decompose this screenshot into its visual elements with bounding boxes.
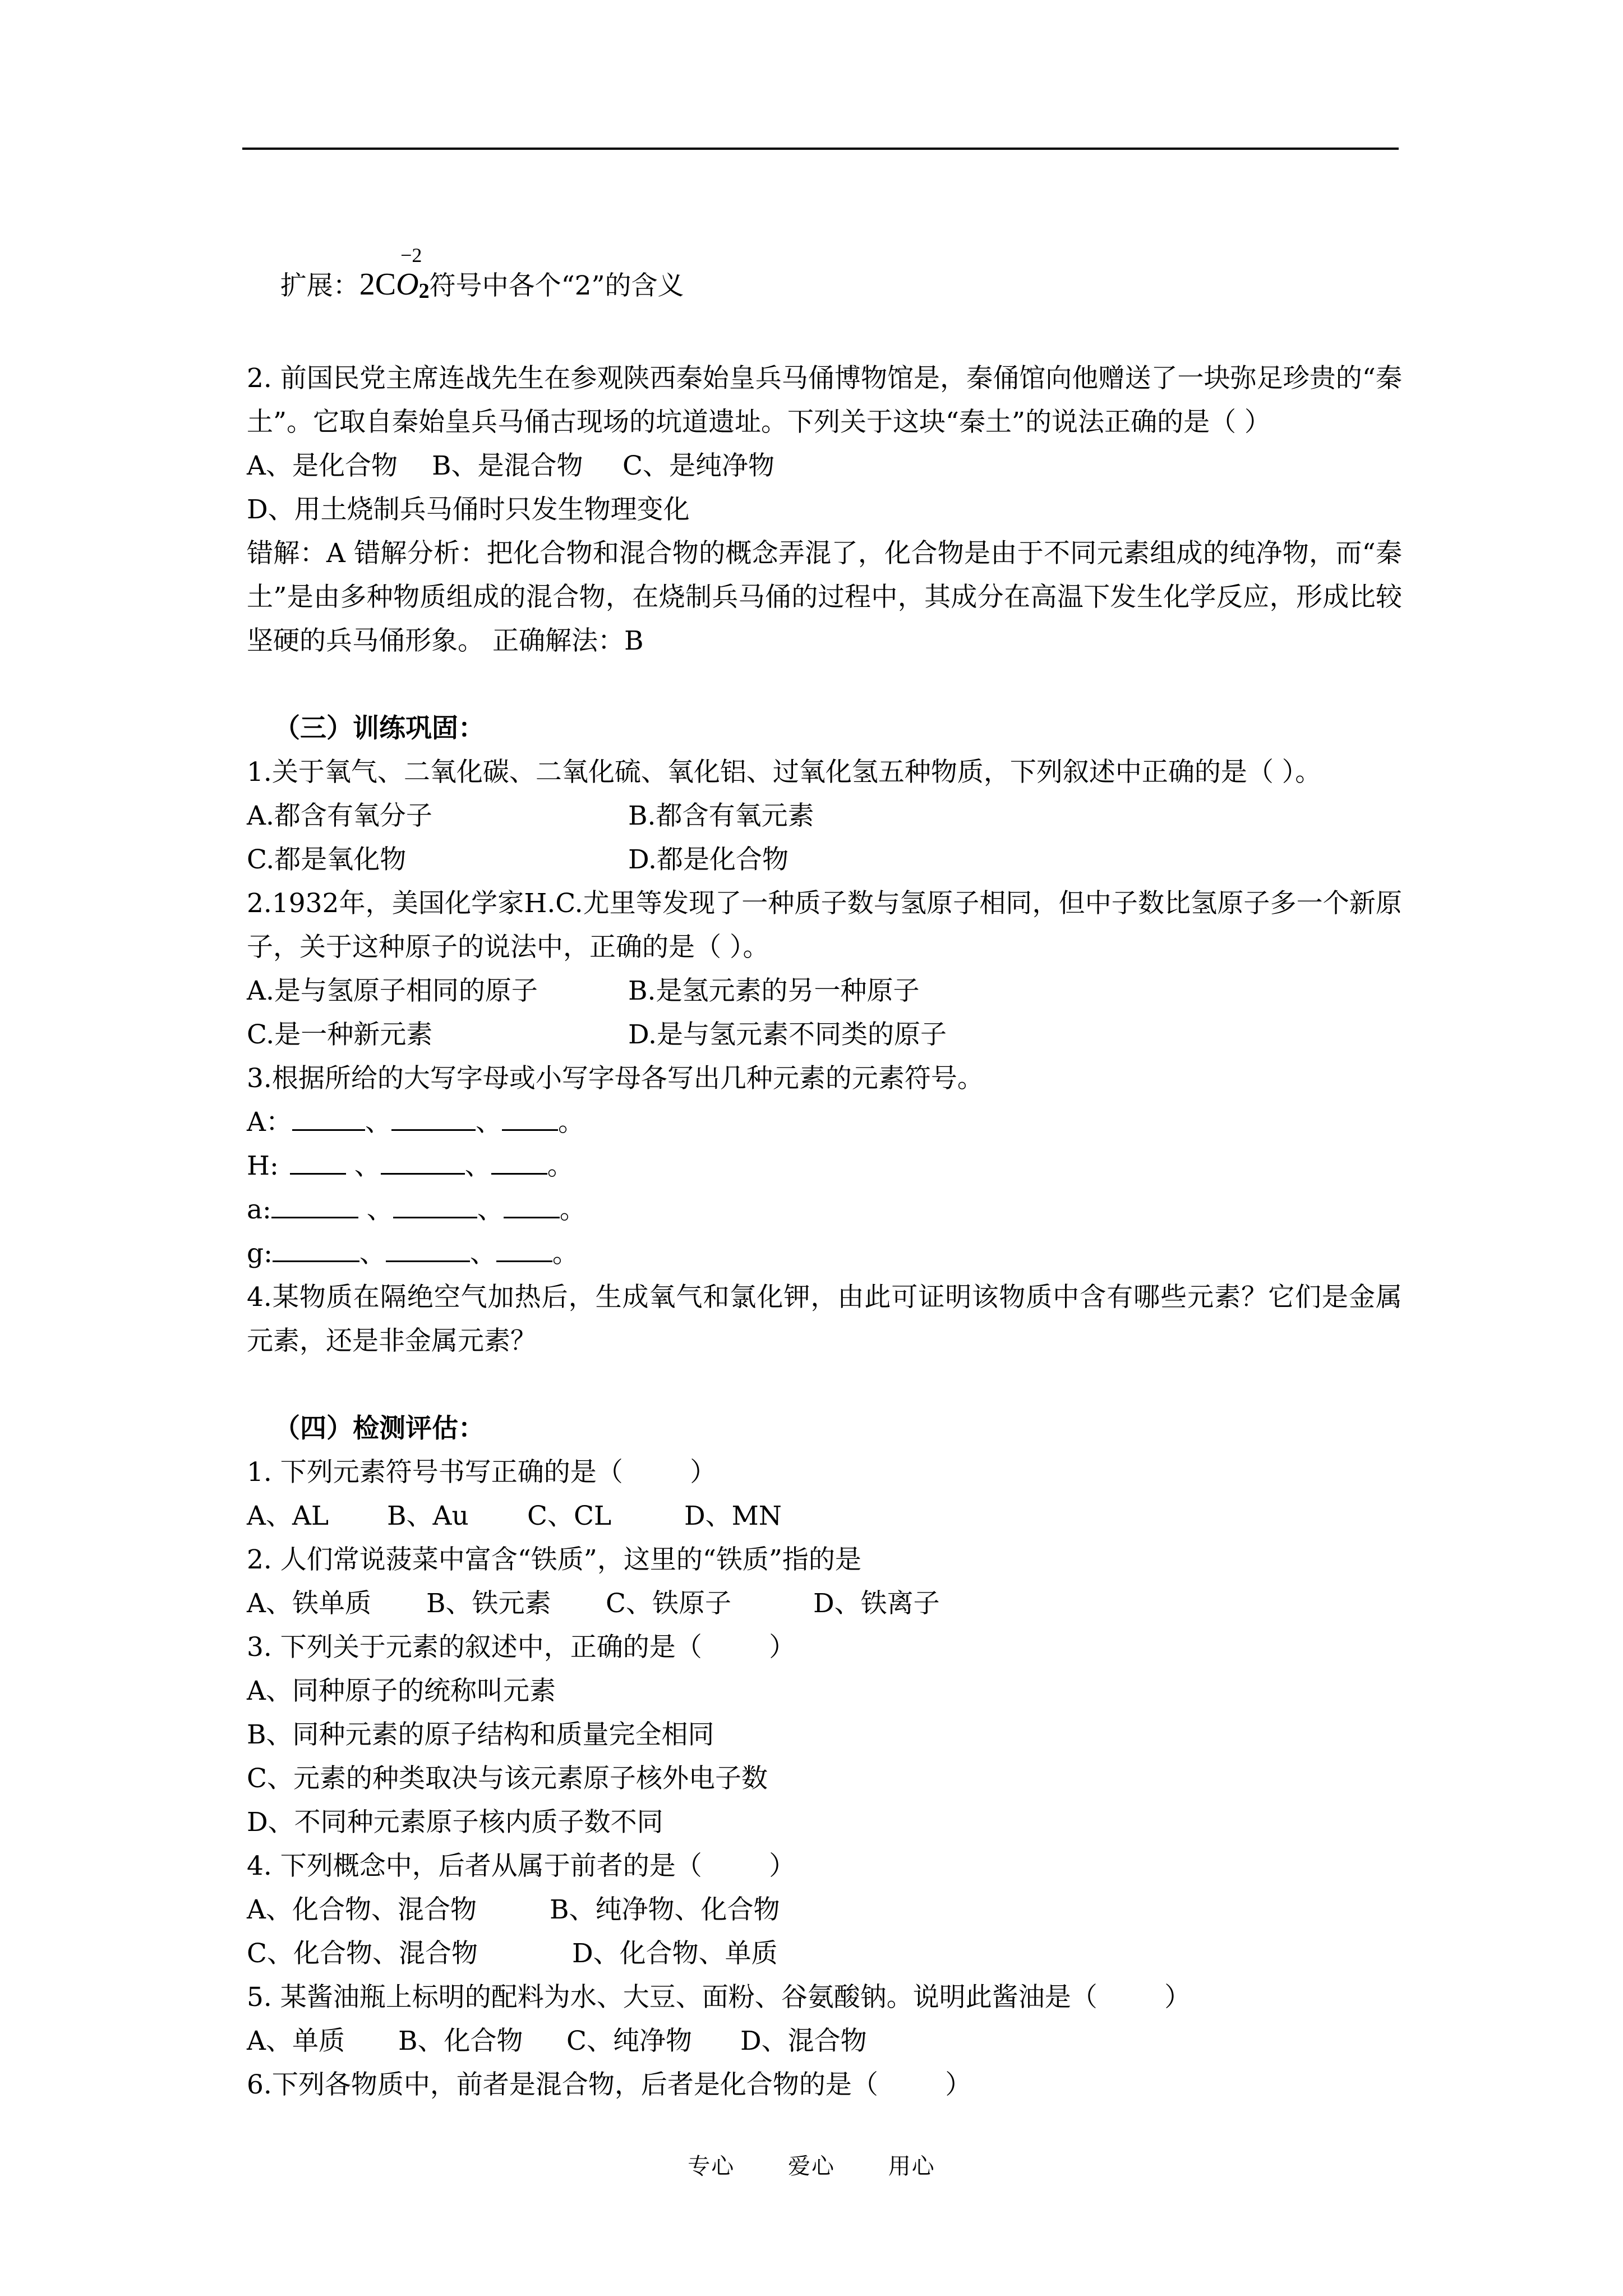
option-d: D、混合物 — [740, 2026, 867, 2056]
period: 。 — [547, 1151, 574, 1181]
s3-q2-options-cd — [247, 1013, 1402, 1057]
fill-row-A — [247, 1101, 1402, 1144]
s3-q2: 2.1932年，美国化学家H.C.尤里等发现了一种质子数与氢原子相同，但中子数比氢原子多一个新原子，关于这种原子的说法中，正确的是（ ）。 — [247, 888, 1402, 963]
section4-title: （四）检测评估： — [274, 1413, 485, 1444]
fill-label: a: — [247, 1194, 271, 1225]
fill-blank[interactable] — [393, 1194, 477, 1218]
example2-option-d: D、用土烧制兵马俑时只发生物理变化 — [247, 494, 690, 525]
formula-charge: −2 — [400, 244, 422, 266]
fill-blank[interactable] — [290, 1151, 346, 1175]
expansion-text: 符号中各个“2”的含义 — [429, 270, 684, 301]
s3-q3: 3.根据所给的大写字母或小写字母各写出几种元素的元素符号。 — [247, 1063, 984, 1094]
option-b: B、化合物 — [398, 2026, 523, 2056]
s4-q3: 3. 下列关于元素的叙述中，正确的是（ ） — [247, 1632, 796, 1663]
separator: 、 — [358, 1194, 393, 1225]
period: 。 — [559, 1194, 586, 1225]
fill-blank[interactable] — [273, 1238, 359, 1262]
document-body — [247, 208, 1402, 2107]
option-a: A、单质 — [247, 2026, 345, 2056]
option-b: B、铁元素 — [426, 1588, 551, 1619]
separator: 、 — [475, 1107, 502, 1138]
option-b: B.都含有氧元素 — [628, 800, 814, 831]
fill-blank[interactable] — [504, 1194, 560, 1218]
s3-q1: 1.关于氧气、二氧化碳、二氧化硫、氧化铝、过氧化氢五种物质，下列叙述中正确的是（ ）。 — [247, 757, 1322, 788]
example2-options-abc — [247, 444, 1402, 488]
s3-q2-options-ab — [247, 969, 1402, 1013]
s4-q3-a: A、同种原子的统称叫元素 — [247, 1676, 556, 1706]
fill-blank[interactable] — [496, 1238, 552, 1262]
s4-q1-options — [247, 1494, 1402, 1538]
separator: 、 — [359, 1238, 386, 1269]
fill-blank[interactable] — [292, 1107, 365, 1131]
option-c: C、铁原子 — [606, 1588, 731, 1619]
s3-q1-options-cd — [247, 838, 1402, 882]
s3-q1-options-ab — [247, 794, 1402, 838]
expansion-line — [247, 219, 1402, 357]
header-rule — [242, 148, 1399, 150]
option-a: A、铁单质 — [247, 1588, 371, 1619]
page-footer — [0, 2148, 1623, 2180]
fill-blank[interactable] — [386, 1238, 470, 1262]
fill-blank[interactable] — [502, 1107, 558, 1131]
footer-text: 爱心 — [788, 2154, 835, 2179]
option-b: B、纯净物、化合物 — [550, 1894, 780, 1925]
option-c: C、是纯净物 — [623, 450, 774, 481]
formula-subscript: 2 — [418, 279, 430, 303]
s4-q5-options — [247, 2019, 1402, 2063]
s3-q4: 4.某物质在隔绝空气加热后，生成氧气和氯化钾，由此可证明该物质中含有哪些元素？它们是金属元素，还是非金属元素？ — [247, 1282, 1402, 1356]
option-c: C、CL — [527, 1501, 612, 1531]
footer-text: 专心 — [688, 2154, 735, 2179]
period: 。 — [557, 1107, 584, 1138]
s4-q4-options-ab — [247, 1888, 1402, 1932]
option-d: D、铁离子 — [813, 1588, 940, 1619]
separator: 、 — [469, 1238, 496, 1269]
option-d: D.是与氢元素不同类的原子 — [628, 1019, 947, 1050]
separator: 、 — [345, 1151, 381, 1181]
option-d: D、MN — [684, 1501, 782, 1531]
option-d: D.都是化合物 — [628, 844, 789, 875]
fill-blank[interactable] — [491, 1151, 547, 1175]
fill-blank[interactable] — [381, 1151, 465, 1175]
formula-coefficient: 2C — [359, 267, 396, 302]
option-b: B.是氢元素的另一种原子 — [628, 976, 920, 1006]
s4-q2: 2. 人们常说菠菜中富含“铁质”，这里的“铁质”指的是 — [247, 1544, 861, 1575]
s4-q3-b: B、同种元素的原子结构和质量完全相同 — [247, 1719, 714, 1750]
example2-analysis: 错解：A 错解分析：把化合物和混合物的概念弄混了，化合物是由于不同元素组成的纯净物，而“秦土”是由多种物质组成的混合物，在烧制兵马俑的过程中，其成分在高温下发生化学反应，形成比较坚硬的兵马俑形象。 正确解法：B — [247, 538, 1402, 656]
fill-row-a — [247, 1188, 1402, 1232]
s4-q4-options-cd — [247, 1932, 1402, 1976]
s4-q1: 1. 下列元素符号书写正确的是（ ） — [247, 1457, 717, 1488]
option-b: B、是混合物 — [432, 450, 583, 481]
option-a: A、AL — [247, 1501, 329, 1531]
option-d: D、化合物、单质 — [572, 1938, 778, 1969]
option-b: B、Au — [387, 1501, 469, 1531]
section3-title: （三）训练巩固： — [274, 713, 485, 744]
fill-label: H: — [247, 1151, 279, 1181]
option-a: A、是化合物 — [247, 450, 398, 481]
option-a: A.是与氢原子相同的原子 — [247, 976, 538, 1006]
fill-row-g — [247, 1232, 1402, 1276]
fill-label: A： — [247, 1107, 292, 1138]
expansion-label: 扩展： — [280, 270, 359, 301]
fill-blank[interactable] — [391, 1107, 476, 1131]
fill-row-H — [247, 1144, 1402, 1188]
s4-q5: 5. 某酱油瓶上标明的配料为水、大豆、面粉、谷氨酸钠。说明此酱油是（ ） — [247, 1982, 1191, 2013]
separator: 、 — [477, 1194, 504, 1225]
separator: 、 — [365, 1107, 391, 1138]
option-a: A、化合物、混合物 — [247, 1894, 477, 1925]
formula-2co2 — [359, 244, 430, 303]
s4-q3-d: D、不同种元素原子核内质子数不同 — [247, 1807, 663, 1838]
s4-q2-options — [247, 1582, 1402, 1626]
period: 。 — [552, 1238, 579, 1269]
option-a: A.都含有氧分子 — [247, 800, 432, 831]
s4-q6: 6.下列各物质中，前者是混合物，后者是化合物的是（ ） — [247, 2069, 972, 2100]
fill-label: g: — [247, 1238, 273, 1269]
example2-question: 2. 前国民党主席连战先生在参观陕西秦始皇兵马俑博物馆是，秦俑馆向他赠送了一块弥足珍贵的“秦土”。它取自秦始皇兵马俑古现场的坑道遗址。下列关于这块“秦土”的说法正确的是（ ） — [247, 363, 1402, 438]
s4-q3-c: C、元素的种类取决与该元素原子核外电子数 — [247, 1763, 768, 1794]
option-c: C、纯净物 — [566, 2026, 692, 2056]
option-c: C.是一种新元素 — [247, 1019, 433, 1050]
s4-q4: 4. 下列概念中，后者从属于前者的是（ ） — [247, 1851, 796, 1881]
separator: 、 — [464, 1151, 491, 1181]
fill-blank[interactable] — [271, 1194, 358, 1218]
option-c: C、化合物、混合物 — [247, 1938, 478, 1969]
formula-oxygen: O — [396, 267, 419, 302]
option-c: C.都是氧化物 — [247, 844, 407, 875]
footer-text: 用心 — [888, 2154, 935, 2179]
